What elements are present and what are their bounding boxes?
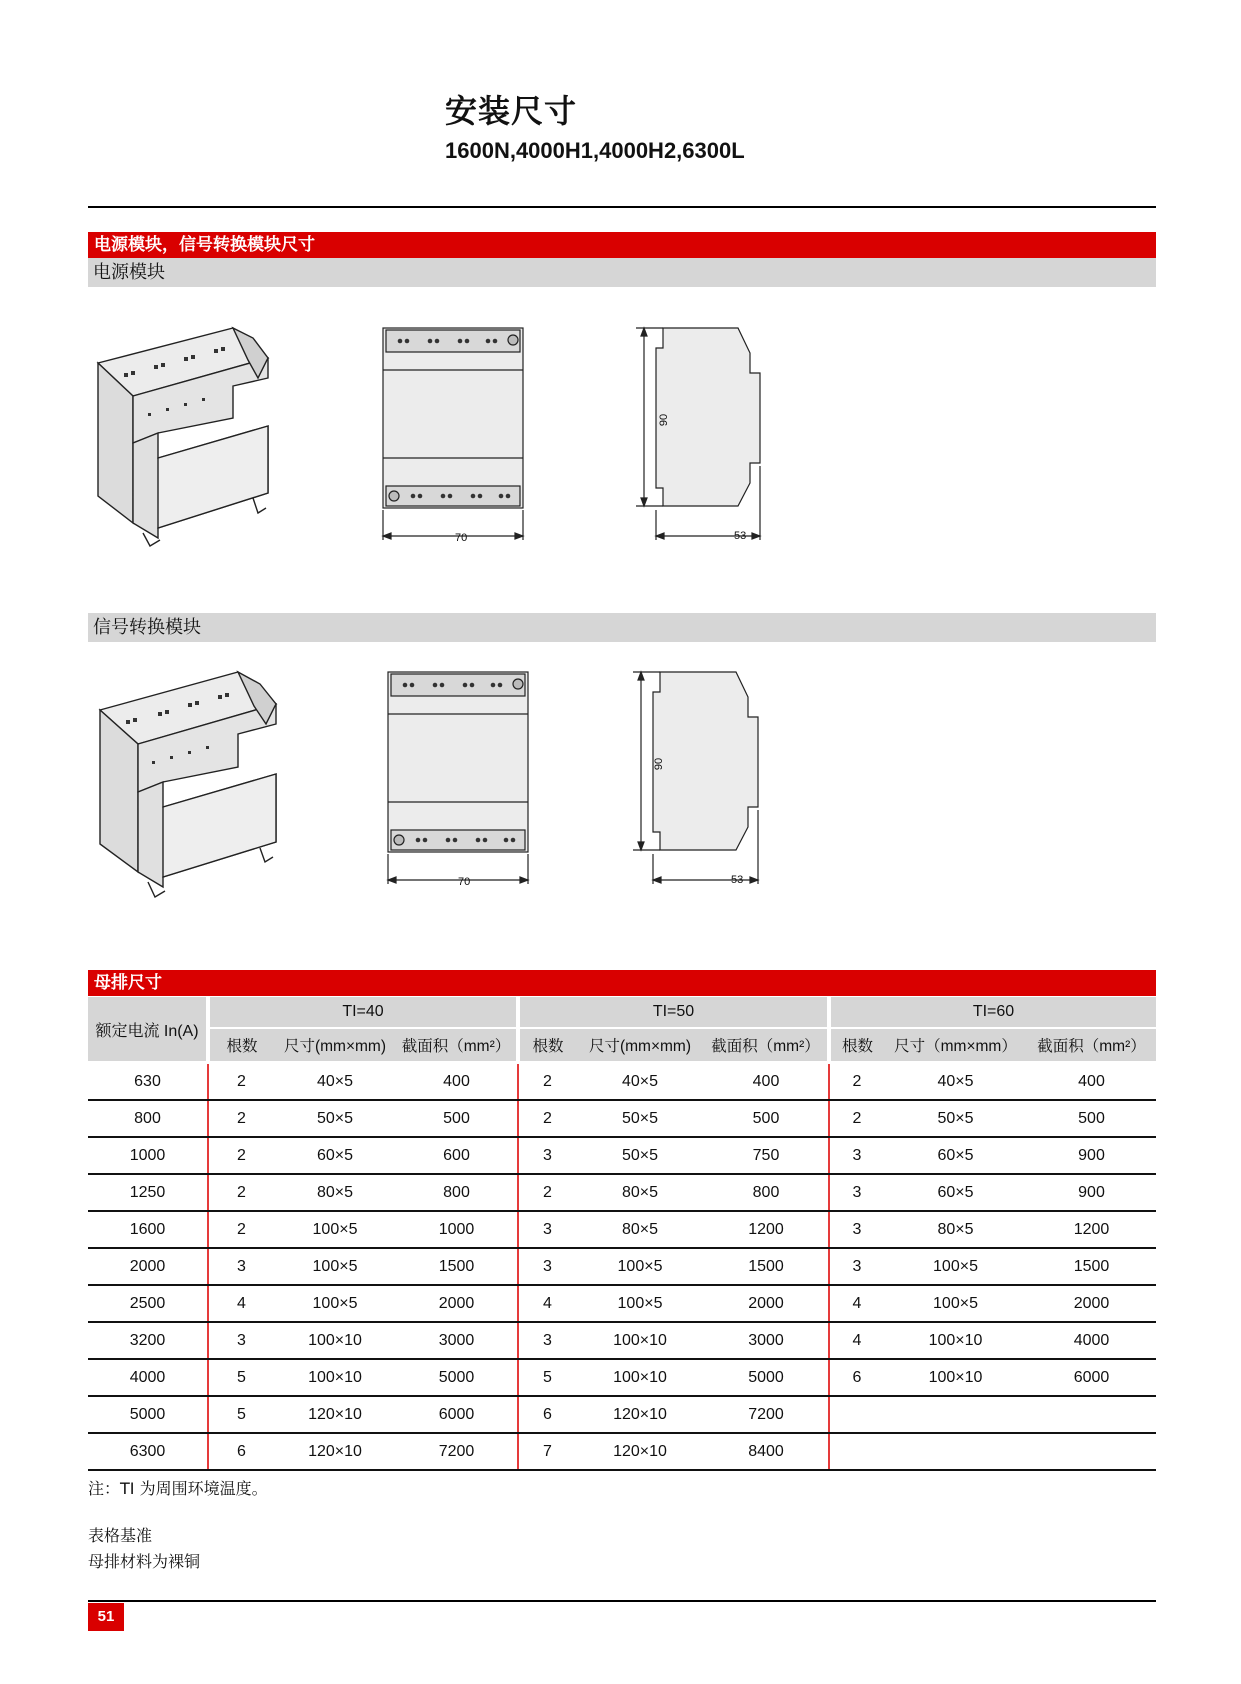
count-cell: 4 xyxy=(829,1322,884,1359)
count-cell: 3 xyxy=(208,1322,274,1359)
area-cell: 900 xyxy=(1027,1137,1156,1174)
table-row xyxy=(88,1063,1156,1101)
table-basis-body: 母排材料为裸铜 xyxy=(88,1552,201,1571)
rated-current-cell: 6300 xyxy=(88,1433,208,1470)
area-cell: 7200 xyxy=(396,1433,518,1470)
area-cell: 500 xyxy=(1027,1100,1156,1137)
count-cell: 3 xyxy=(829,1137,884,1174)
size-cell: 120×10 xyxy=(274,1433,396,1470)
area-cell: 6000 xyxy=(396,1396,518,1433)
subheader-area: 截面积（mm²） xyxy=(704,1028,829,1063)
temperature-note: 注：TI 为周围环境温度。 xyxy=(88,1479,268,1498)
count-cell: 3 xyxy=(829,1211,884,1248)
size-cell: 80×5 xyxy=(576,1211,704,1248)
power-module-front-view xyxy=(383,328,523,540)
size-cell: 100×10 xyxy=(274,1359,396,1396)
count-cell: 3 xyxy=(829,1174,884,1211)
count-cell: 2 xyxy=(208,1174,274,1211)
signal-module-front-view xyxy=(388,672,528,884)
bottom-divider xyxy=(88,1600,1156,1602)
power-module-label: 电源模块 xyxy=(88,258,1156,287)
count-cell: 6 xyxy=(829,1359,884,1396)
rated-current-cell: 1600 xyxy=(88,1211,208,1248)
page-number: 51 xyxy=(88,1603,124,1631)
rated-current-cell: 5000 xyxy=(88,1396,208,1433)
size-cell: 60×5 xyxy=(884,1174,1027,1211)
busbar-size-table xyxy=(88,997,1156,1471)
subheader-area: 截面积（mm²） xyxy=(1027,1028,1156,1063)
count-cell: 4 xyxy=(829,1285,884,1322)
power-module-drawings xyxy=(88,318,808,563)
signal-module-isometric xyxy=(100,672,276,897)
empty-cell xyxy=(829,1396,1156,1433)
size-cell: 100×10 xyxy=(576,1322,704,1359)
count-cell: 2 xyxy=(518,1100,576,1137)
count-cell: 5 xyxy=(208,1396,274,1433)
count-cell: 3 xyxy=(518,1137,576,1174)
size-cell: 100×10 xyxy=(884,1359,1027,1396)
subheader-count: 根数 xyxy=(208,1028,274,1063)
subheader-size: 尺寸(mm×mm) xyxy=(576,1028,704,1063)
table-row xyxy=(88,1433,1156,1470)
signal-height-dim: 90 xyxy=(653,757,666,771)
size-cell: 100×5 xyxy=(884,1285,1027,1322)
rated-current-cell: 800 xyxy=(88,1100,208,1137)
area-cell: 1500 xyxy=(1027,1248,1156,1285)
top-divider xyxy=(88,206,1156,208)
count-cell: 3 xyxy=(518,1211,576,1248)
area-cell: 1000 xyxy=(396,1211,518,1248)
area-cell: 400 xyxy=(1027,1063,1156,1101)
group-header-ti60: TI=60 xyxy=(829,997,1156,1028)
subheader-size: 尺寸（mm×mm） xyxy=(884,1028,1027,1063)
size-cell: 60×5 xyxy=(884,1137,1027,1174)
count-cell: 3 xyxy=(208,1248,274,1285)
count-cell: 3 xyxy=(518,1322,576,1359)
rated-current-cell: 630 xyxy=(88,1063,208,1101)
size-cell: 100×10 xyxy=(884,1322,1027,1359)
area-cell: 1500 xyxy=(396,1248,518,1285)
area-cell: 5000 xyxy=(396,1359,518,1396)
empty-cell xyxy=(829,1433,1156,1470)
subheader-area: 截面积（mm²） xyxy=(396,1028,518,1063)
count-cell: 6 xyxy=(208,1433,274,1470)
rated-current-cell: 2500 xyxy=(88,1285,208,1322)
count-cell: 2 xyxy=(208,1211,274,1248)
area-cell: 3000 xyxy=(704,1322,829,1359)
page-title: 安装尺寸 xyxy=(445,92,578,130)
signal-width-dim: 70 xyxy=(458,876,471,888)
count-cell: 3 xyxy=(518,1248,576,1285)
area-cell: 600 xyxy=(396,1137,518,1174)
size-cell: 40×5 xyxy=(884,1063,1027,1101)
size-cell: 80×5 xyxy=(884,1211,1027,1248)
power-depth-dim: 53 xyxy=(734,530,747,542)
signal-module-drawings xyxy=(88,662,808,912)
table-row xyxy=(88,1174,1156,1211)
table-row xyxy=(88,1100,1156,1137)
subheader-count: 根数 xyxy=(829,1028,884,1063)
table-row xyxy=(88,1137,1156,1174)
signal-depth-dim: 53 xyxy=(731,874,744,886)
count-cell: 2 xyxy=(829,1100,884,1137)
area-cell: 400 xyxy=(396,1063,518,1101)
size-cell: 120×10 xyxy=(274,1396,396,1433)
count-cell: 4 xyxy=(208,1285,274,1322)
area-cell: 1200 xyxy=(1027,1211,1156,1248)
signal-module-label: 信号转换模块 xyxy=(88,613,1156,642)
power-height-dim: 90 xyxy=(658,413,671,427)
area-cell: 500 xyxy=(704,1100,829,1137)
size-cell: 50×5 xyxy=(884,1100,1027,1137)
table-row xyxy=(88,1248,1156,1285)
group-header-ti40: TI=40 xyxy=(208,997,518,1028)
table-row xyxy=(88,1322,1156,1359)
area-cell: 2000 xyxy=(396,1285,518,1322)
size-cell: 120×10 xyxy=(576,1396,704,1433)
area-cell: 750 xyxy=(704,1137,829,1174)
power-module-isometric xyxy=(98,328,268,546)
area-cell: 900 xyxy=(1027,1174,1156,1211)
area-cell: 1200 xyxy=(704,1211,829,1248)
size-cell: 80×5 xyxy=(274,1174,396,1211)
area-cell: 2000 xyxy=(1027,1285,1156,1322)
busbar-section-header: 母排尺寸 xyxy=(88,970,1156,996)
size-cell: 60×5 xyxy=(274,1137,396,1174)
area-cell: 4000 xyxy=(1027,1322,1156,1359)
size-cell: 80×5 xyxy=(576,1174,704,1211)
area-cell: 500 xyxy=(396,1100,518,1137)
area-cell: 6000 xyxy=(1027,1359,1156,1396)
size-cell: 100×10 xyxy=(274,1322,396,1359)
table-basis-title: 表格基准 xyxy=(88,1526,153,1545)
power-module-side-view xyxy=(636,328,760,540)
area-cell: 8400 xyxy=(704,1433,829,1470)
signal-module-side-view xyxy=(633,672,758,884)
area-cell: 3000 xyxy=(396,1322,518,1359)
size-cell: 100×10 xyxy=(576,1359,704,1396)
rated-current-cell: 3200 xyxy=(88,1322,208,1359)
size-cell: 100×5 xyxy=(274,1211,396,1248)
count-cell: 2 xyxy=(208,1100,274,1137)
area-cell: 1500 xyxy=(704,1248,829,1285)
power-width-dim: 70 xyxy=(455,532,468,544)
size-cell: 40×5 xyxy=(576,1063,704,1101)
table-row xyxy=(88,1359,1156,1396)
size-cell: 100×5 xyxy=(884,1248,1027,1285)
rated-current-header: 额定电流 In(A) xyxy=(88,997,208,1063)
size-cell: 120×10 xyxy=(576,1433,704,1470)
busbar-table-body xyxy=(88,1063,1156,1471)
subheader-count: 根数 xyxy=(518,1028,576,1063)
count-cell: 6 xyxy=(518,1396,576,1433)
count-cell: 5 xyxy=(518,1359,576,1396)
size-cell: 100×5 xyxy=(274,1285,396,1322)
count-cell: 7 xyxy=(518,1433,576,1470)
area-cell: 5000 xyxy=(704,1359,829,1396)
page-subtitle: 1600N,4000H1,4000H2,6300L xyxy=(445,138,745,163)
count-cell: 4 xyxy=(518,1285,576,1322)
size-cell: 100×5 xyxy=(576,1285,704,1322)
count-cell: 2 xyxy=(518,1174,576,1211)
size-cell: 40×5 xyxy=(274,1063,396,1101)
area-cell: 800 xyxy=(396,1174,518,1211)
size-cell: 50×5 xyxy=(274,1100,396,1137)
size-cell: 50×5 xyxy=(576,1100,704,1137)
count-cell: 2 xyxy=(208,1063,274,1101)
count-cell: 2 xyxy=(518,1063,576,1101)
table-row xyxy=(88,1211,1156,1248)
group-header-ti50: TI=50 xyxy=(518,997,829,1028)
area-cell: 2000 xyxy=(704,1285,829,1322)
size-cell: 100×5 xyxy=(274,1248,396,1285)
size-cell: 50×5 xyxy=(576,1137,704,1174)
area-cell: 800 xyxy=(704,1174,829,1211)
area-cell: 7200 xyxy=(704,1396,829,1433)
table-row xyxy=(88,1285,1156,1322)
table-row xyxy=(88,1396,1156,1433)
rated-current-cell: 2000 xyxy=(88,1248,208,1285)
subheader-size: 尺寸(mm×mm) xyxy=(274,1028,396,1063)
rated-current-cell: 1250 xyxy=(88,1174,208,1211)
module-section-header: 电源模块，信号转换模块尺寸 xyxy=(88,232,1156,258)
count-cell: 3 xyxy=(829,1248,884,1285)
count-cell: 2 xyxy=(829,1063,884,1101)
count-cell: 5 xyxy=(208,1359,274,1396)
count-cell: 2 xyxy=(208,1137,274,1174)
size-cell: 100×5 xyxy=(576,1248,704,1285)
area-cell: 400 xyxy=(704,1063,829,1101)
rated-current-cell: 1000 xyxy=(88,1137,208,1174)
rated-current-cell: 4000 xyxy=(88,1359,208,1396)
